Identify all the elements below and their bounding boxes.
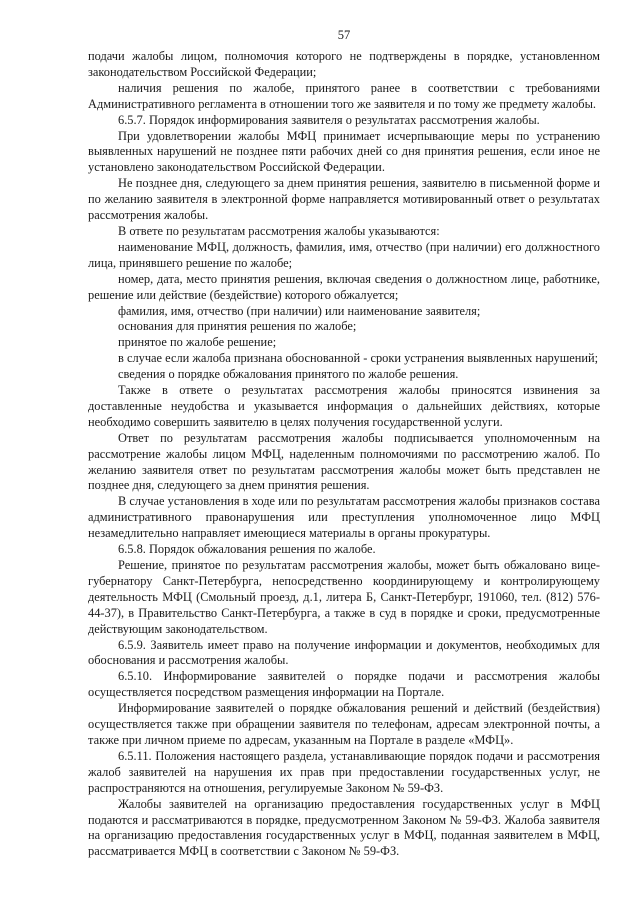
- paragraph: Информирование заявителей о порядке обжалования решений и действий (бездействия) осуществляется также при обращении заявителя по телефонам, адресам электронной почты, а также при личном приеме по адресам, указанным на Портале в разделе «МФЦ».: [88, 701, 600, 747]
- paragraph: наименование МФЦ, должность, фамилия, имя, отчество (при наличии) его должностного лица, принявшего решение по жалобе;: [88, 239, 600, 270]
- paragraph: подачи жалобы лицом, полномочия которого не подтверждены в порядке, установленном законодательством Российской Федерации;: [88, 49, 600, 79]
- paragraph: в случае если жалоба признана обоснованной - сроки устранения выявленных нарушений;: [118, 351, 599, 366]
- paragraph: 6.5.8. Порядок обжалования решения по жалобе.: [118, 542, 376, 557]
- paragraph: основания для принятия решения по жалобе;: [118, 319, 357, 334]
- document-body: [88, 49, 600, 860]
- paragraph: принятое по жалобе решение;: [118, 335, 277, 350]
- paragraph: 6.5.7. Порядок информирования заявителя о результатах рассмотрения жалобы.: [118, 112, 540, 127]
- paragraph: Не позднее дня, следующего за днем принятия решения, заявителю в письменной форме и по желанию заявителя в электронной форме направляется мотивированный ответ о результатах рассмотрения жалобы.: [88, 176, 600, 223]
- paragraph: 6.5.10. Информирование заявителей о порядке подачи и рассмотрения жалобы осуществляется посредством размещения информации на Портале.: [88, 669, 600, 700]
- page-number: 57: [337, 28, 351, 42]
- paragraph: номер, дата, место принятия решения, включая сведения о должностном лице, работнике, решение или действие (бездействие) которого обжалуется;: [88, 271, 600, 302]
- paragraph: Также в ответе о результатах рассмотрения жалобы приносятся извинения за доставленные неудобства и указывается информация о дальнейших действиях, которые необходимо совершить заявителю в целях получения государственной услуги.: [88, 383, 600, 429]
- paragraph: Жалобы заявителей на организацию предоставления государственных услуг в МФЦ подаются и рассматриваются в порядке, предусмотренном Законом № 59-ФЗ. Жалоба заявителя на организацию предоставления государственных услуг в МФЦ, поданная заявителем в МФЦ, рассматривается МФЦ в соответствии с Законом № 59-ФЗ.: [88, 796, 600, 859]
- paragraph: Решение, принятое по результатам рассмотрения жалобы, может быть обжаловано вице-губернатору Санкт-Петербурга, непосредственно координирующему и контролирующему деятельность МФЦ (Смольный проезд, д.1, литера Б, Санкт-Петербург, 191060, тел. (812) 576-44-37), в Правительство Санкт-Петербурга, а также в суд в порядке и сроки, предусмотренные действующим законодательством.: [88, 558, 600, 636]
- paragraph: 6.5.11. Положения настоящего раздела, устанавливающие порядок подачи и рассмотрения жалоб заявителей на нарушения их прав при предоставлении государственных услуг, не распространяются на отношения, регулируемые Законом № 59-ФЗ.: [88, 748, 600, 795]
- paragraph: наличия решения по жалобе, принятого ранее в соответствии с требованиями Административного регламента в отношении того же заявителя и по тому же предмету жалобы.: [88, 80, 600, 111]
- paragraph: В ответе по результатам рассмотрения жалобы указываются:: [118, 223, 440, 238]
- paragraph: Ответ по результатам рассмотрения жалобы подписывается уполномоченным на рассмотрение жалобы лицом МФЦ, наделенным полномочиями по рассмотрению жалоб. По желанию заявителя ответ по результатам рассмотрения жалобы может быть представлен не позднее дня, следующего за днем принятия решения.: [88, 430, 600, 493]
- paragraph: В случае установления в ходе или по результатам рассмотрения жалобы признаков состава административного правонарушения или преступления уполномоченное лицо МФЦ незамедлительно направляет имеющиеся материалы в органы прокуратуры.: [88, 494, 600, 541]
- paragraph: 6.5.9. Заявитель имеет право на получение информации и документов, необходимых для обоснования и рассмотрения жалобы.: [88, 637, 600, 668]
- paragraph: сведения о порядке обжалования принятого по жалобе решения.: [118, 367, 459, 382]
- paragraph: фамилия, имя, отчество (при наличии) или наименование заявителя;: [118, 303, 481, 318]
- paragraph: При удовлетворении жалобы МФЦ принимает исчерпывающие меры по устранению выявленных нарушений не позднее пяти рабочих дней со дня принятия решения, если иное не установлено законодательством Российской Федерации.: [88, 128, 600, 175]
